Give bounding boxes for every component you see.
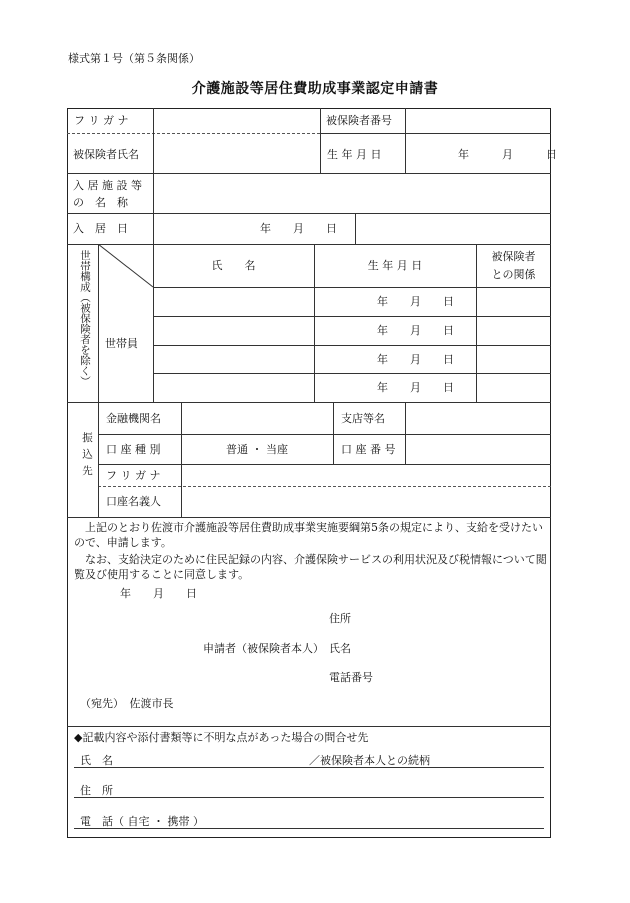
birthdate-label: 生 年 月 日 [327, 148, 382, 161]
column-divider [320, 108, 321, 173]
contact-heading: ◆記載内容や添付書類等に不明な点があった場合の問合せ先 [74, 731, 369, 744]
furigana-label: フ リ ガ ナ [74, 114, 129, 127]
account-number-label: 口 座 番 号 [341, 443, 396, 456]
contact-name-label: 氏 名 [80, 754, 113, 767]
contact-section-divider [67, 726, 551, 727]
page-title: 介護施設等居住費助成事業認定申請書 [191, 81, 439, 97]
declaration-paragraph-2: なお、支給決定のために住民記録の内容、介護保険サービスの利用状況及び税情報について閲覧及び使用することに同意します。 [74, 553, 547, 581]
household-col-birthdate: 生 年 月 日 [367, 259, 423, 272]
household-row-birthdate: 年 月 日 [377, 324, 454, 337]
applicant-phone-label: 電話番号 [329, 671, 373, 684]
account-type-label: 口 座 種 別 [106, 443, 161, 456]
bank-row-divider [98, 464, 551, 465]
declaration-date: 年 月 日 [120, 587, 197, 600]
contact-address-label: 住 所 [80, 784, 113, 797]
bank-column-divider [333, 402, 334, 464]
label-column-divider [153, 108, 154, 244]
declaration-paragraph-1: 上記のとおり佐渡市介護施設等居住費助成事業実施要綱第5条の規定により、支給を受けたいので、申請します。 [74, 521, 543, 549]
row-divider [67, 173, 551, 174]
household-row-divider [153, 373, 551, 374]
household-col-relation-line1: 被保険者 [491, 250, 536, 263]
household-member-label: 世帯員 [105, 337, 138, 350]
admission-date-value: 年 月 日 [260, 222, 337, 235]
bank-branch-label: 支店等名 [341, 412, 385, 425]
household-row-divider [153, 345, 551, 346]
household-row-divider [153, 316, 551, 317]
contact-phone-underline [74, 828, 544, 829]
bank-label-column-divider [181, 402, 182, 517]
column-divider [405, 108, 406, 173]
row-divider [67, 517, 551, 518]
column-divider [355, 213, 356, 244]
household-col-relation-line2: との関係 [491, 268, 536, 281]
bank-vertical-label: 振込先 [81, 432, 93, 482]
row-divider [67, 402, 551, 403]
contact-phone-label: 電 話（ 自宅 ・ 携帯 ） [80, 815, 204, 828]
household-col-name: 氏 名 [211, 259, 256, 272]
account-holder-label: 口座名義人 [106, 495, 161, 508]
row-divider [320, 133, 551, 134]
household-row-birthdate: 年 月 日 [377, 381, 454, 394]
bank-institution-label: 金融機関名 [106, 412, 161, 425]
contact-relation-label: ／被保険者本人との続柄 [309, 754, 430, 767]
household-row-birthdate: 年 月 日 [377, 353, 454, 366]
household-header-diagonal [98, 244, 154, 288]
facility-name-label-line2: の 名 称 [73, 196, 128, 209]
bank-column-divider [405, 402, 406, 464]
applicant-name-label: 氏名 [329, 642, 351, 655]
applicant-label: 申請者（被保険者本人） [203, 642, 324, 655]
holder-dashed-separator [98, 486, 551, 487]
bank-row-divider [98, 434, 551, 435]
holder-furigana-label: フ リ ガ ナ [106, 469, 161, 482]
bank-vertical-label-divider [98, 402, 99, 517]
household-row-birthdate: 年 月 日 [377, 295, 454, 308]
account-type-options: 普通 ・ 当座 [226, 443, 288, 456]
contact-address-underline [74, 797, 544, 798]
household-vertical-label: 世帯構成（被保険者を除く） [79, 250, 91, 387]
admission-date-label: 入 居 日 [73, 222, 128, 235]
facility-name-label-line1: 入 居 施 設 等 [73, 179, 142, 192]
insured-name-label: 被保険者氏名 [73, 148, 139, 161]
addressee: （宛先） 佐渡市長 [80, 697, 174, 710]
form-number: 様式第１号（第５条関係） [68, 52, 200, 65]
insured-number-label: 被保険者番号 [326, 114, 392, 127]
furigana-dashed-separator [67, 133, 320, 134]
row-divider [67, 213, 551, 214]
household-header-divider [153, 287, 551, 288]
applicant-address-label: 住所 [329, 612, 351, 625]
contact-name-underline [74, 767, 544, 768]
birthdate-value: 年 月 日 [458, 148, 557, 161]
